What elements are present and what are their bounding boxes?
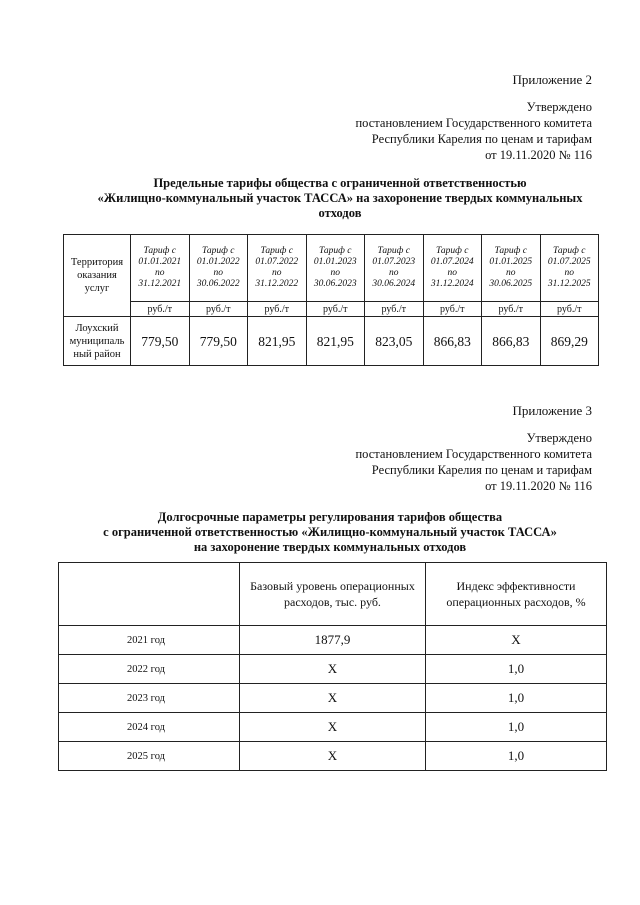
unit-cell: руб./т [365,302,424,317]
year-cell: 2022 год [59,655,240,684]
tariffs-title [40,176,640,221]
tariffs-title-line-1: Предельные тарифы общества с ограниченной ответственностью [153,176,527,190]
unit-cell: руб./т [248,302,307,317]
approval-line-3: от 19.11.2020 № 116 [485,148,592,162]
year-cell: 2021 год [59,626,240,655]
base-level-header: Базовый уровень операционных расходов, тыс. руб. [240,563,426,626]
approval-line-1: постановлением Государственного комитета [355,447,592,461]
efficiency-index-cell: X [426,626,607,655]
tariff-value: 823,05 [365,317,424,366]
base-level-cell: 1877,9 [240,626,426,655]
base-level-cell: X [240,684,426,713]
table-row [59,684,607,713]
year-cell: 2023 год [59,684,240,713]
year-cell: 2025 год [59,742,240,771]
unit-cell: руб./т [189,302,248,317]
period-cell: Тариф с 01.01.2021 по 31.12.2021 [131,235,190,302]
base-level-cell: X [240,655,426,684]
table-row [59,626,607,655]
efficiency-index-cell: 1,0 [426,655,607,684]
period-cell: Тариф с 01.01.2023 по 30.06.2023 [306,235,365,302]
table-row [59,655,607,684]
period-cell: Тариф с 01.01.2025 по 30.06.2025 [482,235,541,302]
tariffs-title-line-3: отходов [318,206,362,220]
period-cell: Тариф с 01.01.2022 по 30.06.2022 [189,235,248,302]
parameters-header-row [59,563,607,626]
appendix-3-approval [355,430,592,494]
parameters-title-line-1: Долгосрочные параметры регулирования тарифов общества [157,510,503,524]
tariff-value: 779,50 [131,317,190,366]
table-row [59,713,607,742]
territory-cell: Лоухский муниципаль ный район [64,317,131,366]
parameters-table [58,562,607,771]
period-cell: Тариф с 01.07.2025 по 31.12.2025 [540,235,599,302]
parameters-title-line-3: на захоронение твердых коммунальных отходов [193,540,467,554]
parameters-title [20,510,640,555]
efficiency-index-cell: 1,0 [426,684,607,713]
period-cell: Тариф с 01.07.2023 по 30.06.2024 [365,235,424,302]
table-row [59,742,607,771]
appendix-2-label: Приложение 2 [512,72,592,87]
values-row [64,317,599,366]
efficiency-index-cell: 1,0 [426,742,607,771]
approval-line-2: Республики Карелия по ценам и тарифам [371,463,592,477]
tariffs-header-row [64,235,599,302]
efficiency-index-cell: 1,0 [426,713,607,742]
approval-line-1: постановлением Государственного комитета [355,116,592,130]
approved-text: Утверждено [526,100,592,114]
year-header [59,563,240,626]
unit-cell: руб./т [131,302,190,317]
parameters-title-line-2: с ограниченной ответственностью «Жилищно-коммунальный участок ТАССА» [103,525,557,539]
year-cell: 2024 год [59,713,240,742]
tariff-value: 866,83 [423,317,482,366]
appendix-2-approval [355,99,592,163]
base-level-cell: X [240,742,426,771]
unit-cell: руб./т [540,302,599,317]
tariff-value: 866,83 [482,317,541,366]
unit-cell: руб./т [306,302,365,317]
units-row [64,302,599,317]
efficiency-index-header: Индекс эффективности операционных расходов, % [426,563,607,626]
tariffs-title-line-2: «Жилищно-коммунальный участок ТАССА» на захоронение твердых коммунальных [97,191,583,205]
period-cell: Тариф с 01.07.2024 по 31.12.2024 [423,235,482,302]
approval-line-2: Республики Карелия по ценам и тарифам [371,132,592,146]
unit-cell: руб./т [482,302,541,317]
territory-header: Территория оказания услуг [64,235,131,317]
appendix-3-label: Приложение 3 [512,403,592,418]
unit-cell: руб./т [423,302,482,317]
tariff-value: 821,95 [248,317,307,366]
tariff-value: 821,95 [306,317,365,366]
base-level-cell: X [240,713,426,742]
tariff-value: 779,50 [189,317,248,366]
tariffs-table [63,234,599,366]
period-cell: Тариф с 01.07.2022 по 31.12.2022 [248,235,307,302]
tariff-value: 869,29 [540,317,599,366]
approval-line-3: от 19.11.2020 № 116 [485,479,592,493]
approved-text: Утверждено [526,431,592,445]
